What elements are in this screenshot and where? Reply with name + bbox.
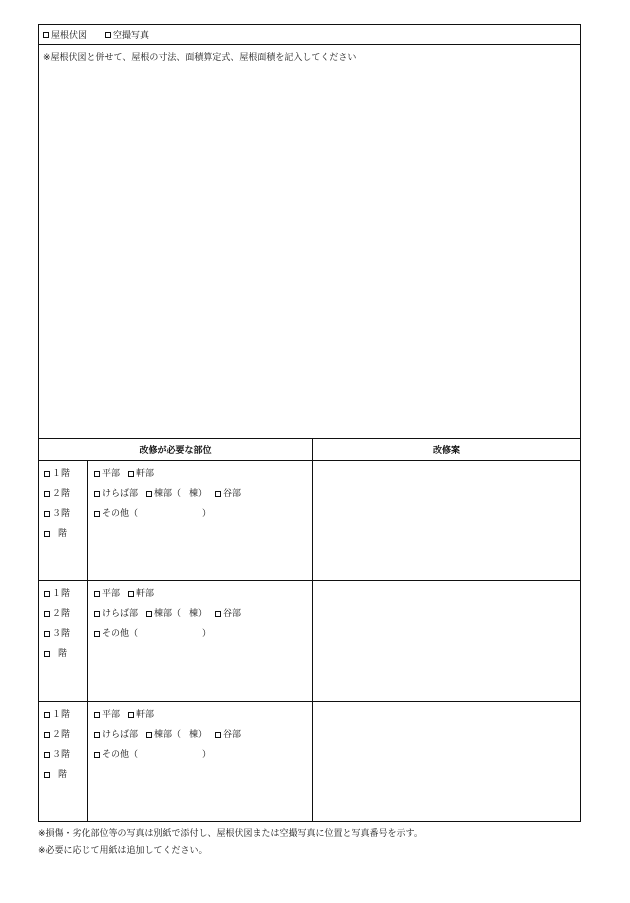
repair-plan-input[interactable] xyxy=(313,581,580,700)
other-close-paren: ） xyxy=(202,509,212,519)
part-ridge-checkbox[interactable] xyxy=(146,487,181,501)
part-other-checkbox[interactable] xyxy=(94,507,138,521)
table-row xyxy=(39,581,580,701)
table-header xyxy=(39,439,580,461)
part-label: 軒部 xyxy=(136,469,155,479)
part-cell xyxy=(88,581,313,700)
table-body xyxy=(39,461,580,822)
floor-label: 階 xyxy=(58,529,68,539)
part-flat-checkbox[interactable] xyxy=(94,708,120,722)
floor-other-checkbox[interactable] xyxy=(44,647,67,661)
part-eaves-checkbox[interactable] xyxy=(128,587,154,601)
part-valley-checkbox[interactable] xyxy=(215,728,241,742)
repair-plan-input[interactable] xyxy=(313,702,580,822)
part-flat-checkbox[interactable] xyxy=(94,467,120,481)
part-label: けらば部 xyxy=(102,489,139,499)
footer-note-photos: ※損傷・劣化部位等の写真は別紙で添付し、屋根伏図または空撮写真に位置と写真番号を示す。 xyxy=(38,829,423,839)
part-label: 棟部（ xyxy=(154,609,182,620)
floor-1-checkbox[interactable] xyxy=(44,587,70,601)
floor-label: ２階 xyxy=(52,489,71,499)
other-close-paren: ） xyxy=(202,749,212,760)
part-ridge-checkbox[interactable] xyxy=(146,607,181,621)
floor-3-checkbox[interactable] xyxy=(44,507,70,521)
floor-label: ２階 xyxy=(52,609,71,620)
part-keraba-checkbox[interactable] xyxy=(94,728,138,742)
part-label: 棟部（ xyxy=(154,489,182,499)
floor-cell xyxy=(39,581,88,700)
form-header xyxy=(39,25,580,45)
repair-table xyxy=(39,438,580,821)
floor-cell xyxy=(39,461,88,580)
floor-cell xyxy=(39,702,88,822)
floor-label: １階 xyxy=(52,589,71,600)
floor-1-checkbox[interactable] xyxy=(44,467,70,481)
part-label: 平部 xyxy=(102,589,121,600)
roof-survey-form xyxy=(38,24,581,822)
other-close-paren: ） xyxy=(202,629,212,640)
part-label: 谷部 xyxy=(223,609,242,620)
floor-other-checkbox[interactable] xyxy=(44,768,67,782)
roof-plan-label: 屋根伏図 xyxy=(51,31,88,41)
part-label: その他（ xyxy=(102,749,139,760)
part-cell xyxy=(88,461,313,580)
part-label: 谷部 xyxy=(223,729,242,740)
part-eaves-checkbox[interactable] xyxy=(128,467,154,481)
floor-label: 階 xyxy=(58,649,68,660)
footer-note-add-sheets: ※必要に応じて用紙は追加してください。 xyxy=(38,846,208,856)
part-flat-checkbox[interactable] xyxy=(94,587,120,601)
floor-1-checkbox[interactable] xyxy=(44,708,70,722)
floor-3-checkbox[interactable] xyxy=(44,748,70,762)
part-eaves-checkbox[interactable] xyxy=(128,708,154,722)
drawing-note: ※屋根伏図と併せて、屋根の寸法、面積算定式、屋根面積を記入してください xyxy=(43,53,357,63)
part-other-checkbox[interactable] xyxy=(94,748,138,762)
floor-label: ２階 xyxy=(52,729,71,740)
part-label: その他（ xyxy=(102,629,139,640)
part-valley-checkbox[interactable] xyxy=(215,487,241,501)
part-label: 平部 xyxy=(102,469,121,479)
part-other-checkbox[interactable] xyxy=(94,627,138,641)
ridge-count-unit: 棟） xyxy=(189,609,208,620)
floor-3-checkbox[interactable] xyxy=(44,627,70,641)
part-ridge-checkbox[interactable] xyxy=(146,728,181,742)
floor-label: ３階 xyxy=(52,629,71,640)
aerial-photo-label: 空撮写真 xyxy=(113,31,150,41)
floor-2-checkbox[interactable] xyxy=(44,728,70,742)
table-row xyxy=(39,461,580,581)
part-label: けらば部 xyxy=(102,609,139,620)
part-keraba-checkbox[interactable] xyxy=(94,607,138,621)
floor-label: １階 xyxy=(52,469,71,479)
floor-2-checkbox[interactable] xyxy=(44,607,70,621)
repair-plan-input[interactable] xyxy=(313,461,580,580)
part-label: 軒部 xyxy=(136,589,155,600)
part-cell xyxy=(88,702,313,822)
col-plan-header: 改修案 xyxy=(432,446,460,456)
floor-other-checkbox[interactable] xyxy=(44,527,67,541)
table-row xyxy=(39,702,580,822)
part-keraba-checkbox[interactable] xyxy=(94,487,138,501)
part-label: 平部 xyxy=(102,709,121,720)
floor-label: １階 xyxy=(52,709,71,720)
floor-label: ３階 xyxy=(52,509,71,519)
part-label: 軒部 xyxy=(136,709,155,720)
part-label: 棟部（ xyxy=(154,729,182,740)
ridge-count-unit: 棟） xyxy=(189,729,208,740)
col-part-header: 改修が必要な部位 xyxy=(39,439,313,460)
part-label: 谷部 xyxy=(223,489,242,499)
floor-label: 階 xyxy=(58,769,68,780)
footer-notes xyxy=(38,826,423,860)
aerial-photo-checkbox[interactable] xyxy=(105,28,149,41)
ridge-count-unit: 棟） xyxy=(189,489,208,499)
part-label: けらば部 xyxy=(102,729,139,740)
floor-2-checkbox[interactable] xyxy=(44,487,70,501)
part-valley-checkbox[interactable] xyxy=(215,607,241,621)
floor-label: ３階 xyxy=(52,749,71,760)
part-label: その他（ xyxy=(102,509,139,519)
roof-plan-checkbox[interactable] xyxy=(43,28,87,41)
